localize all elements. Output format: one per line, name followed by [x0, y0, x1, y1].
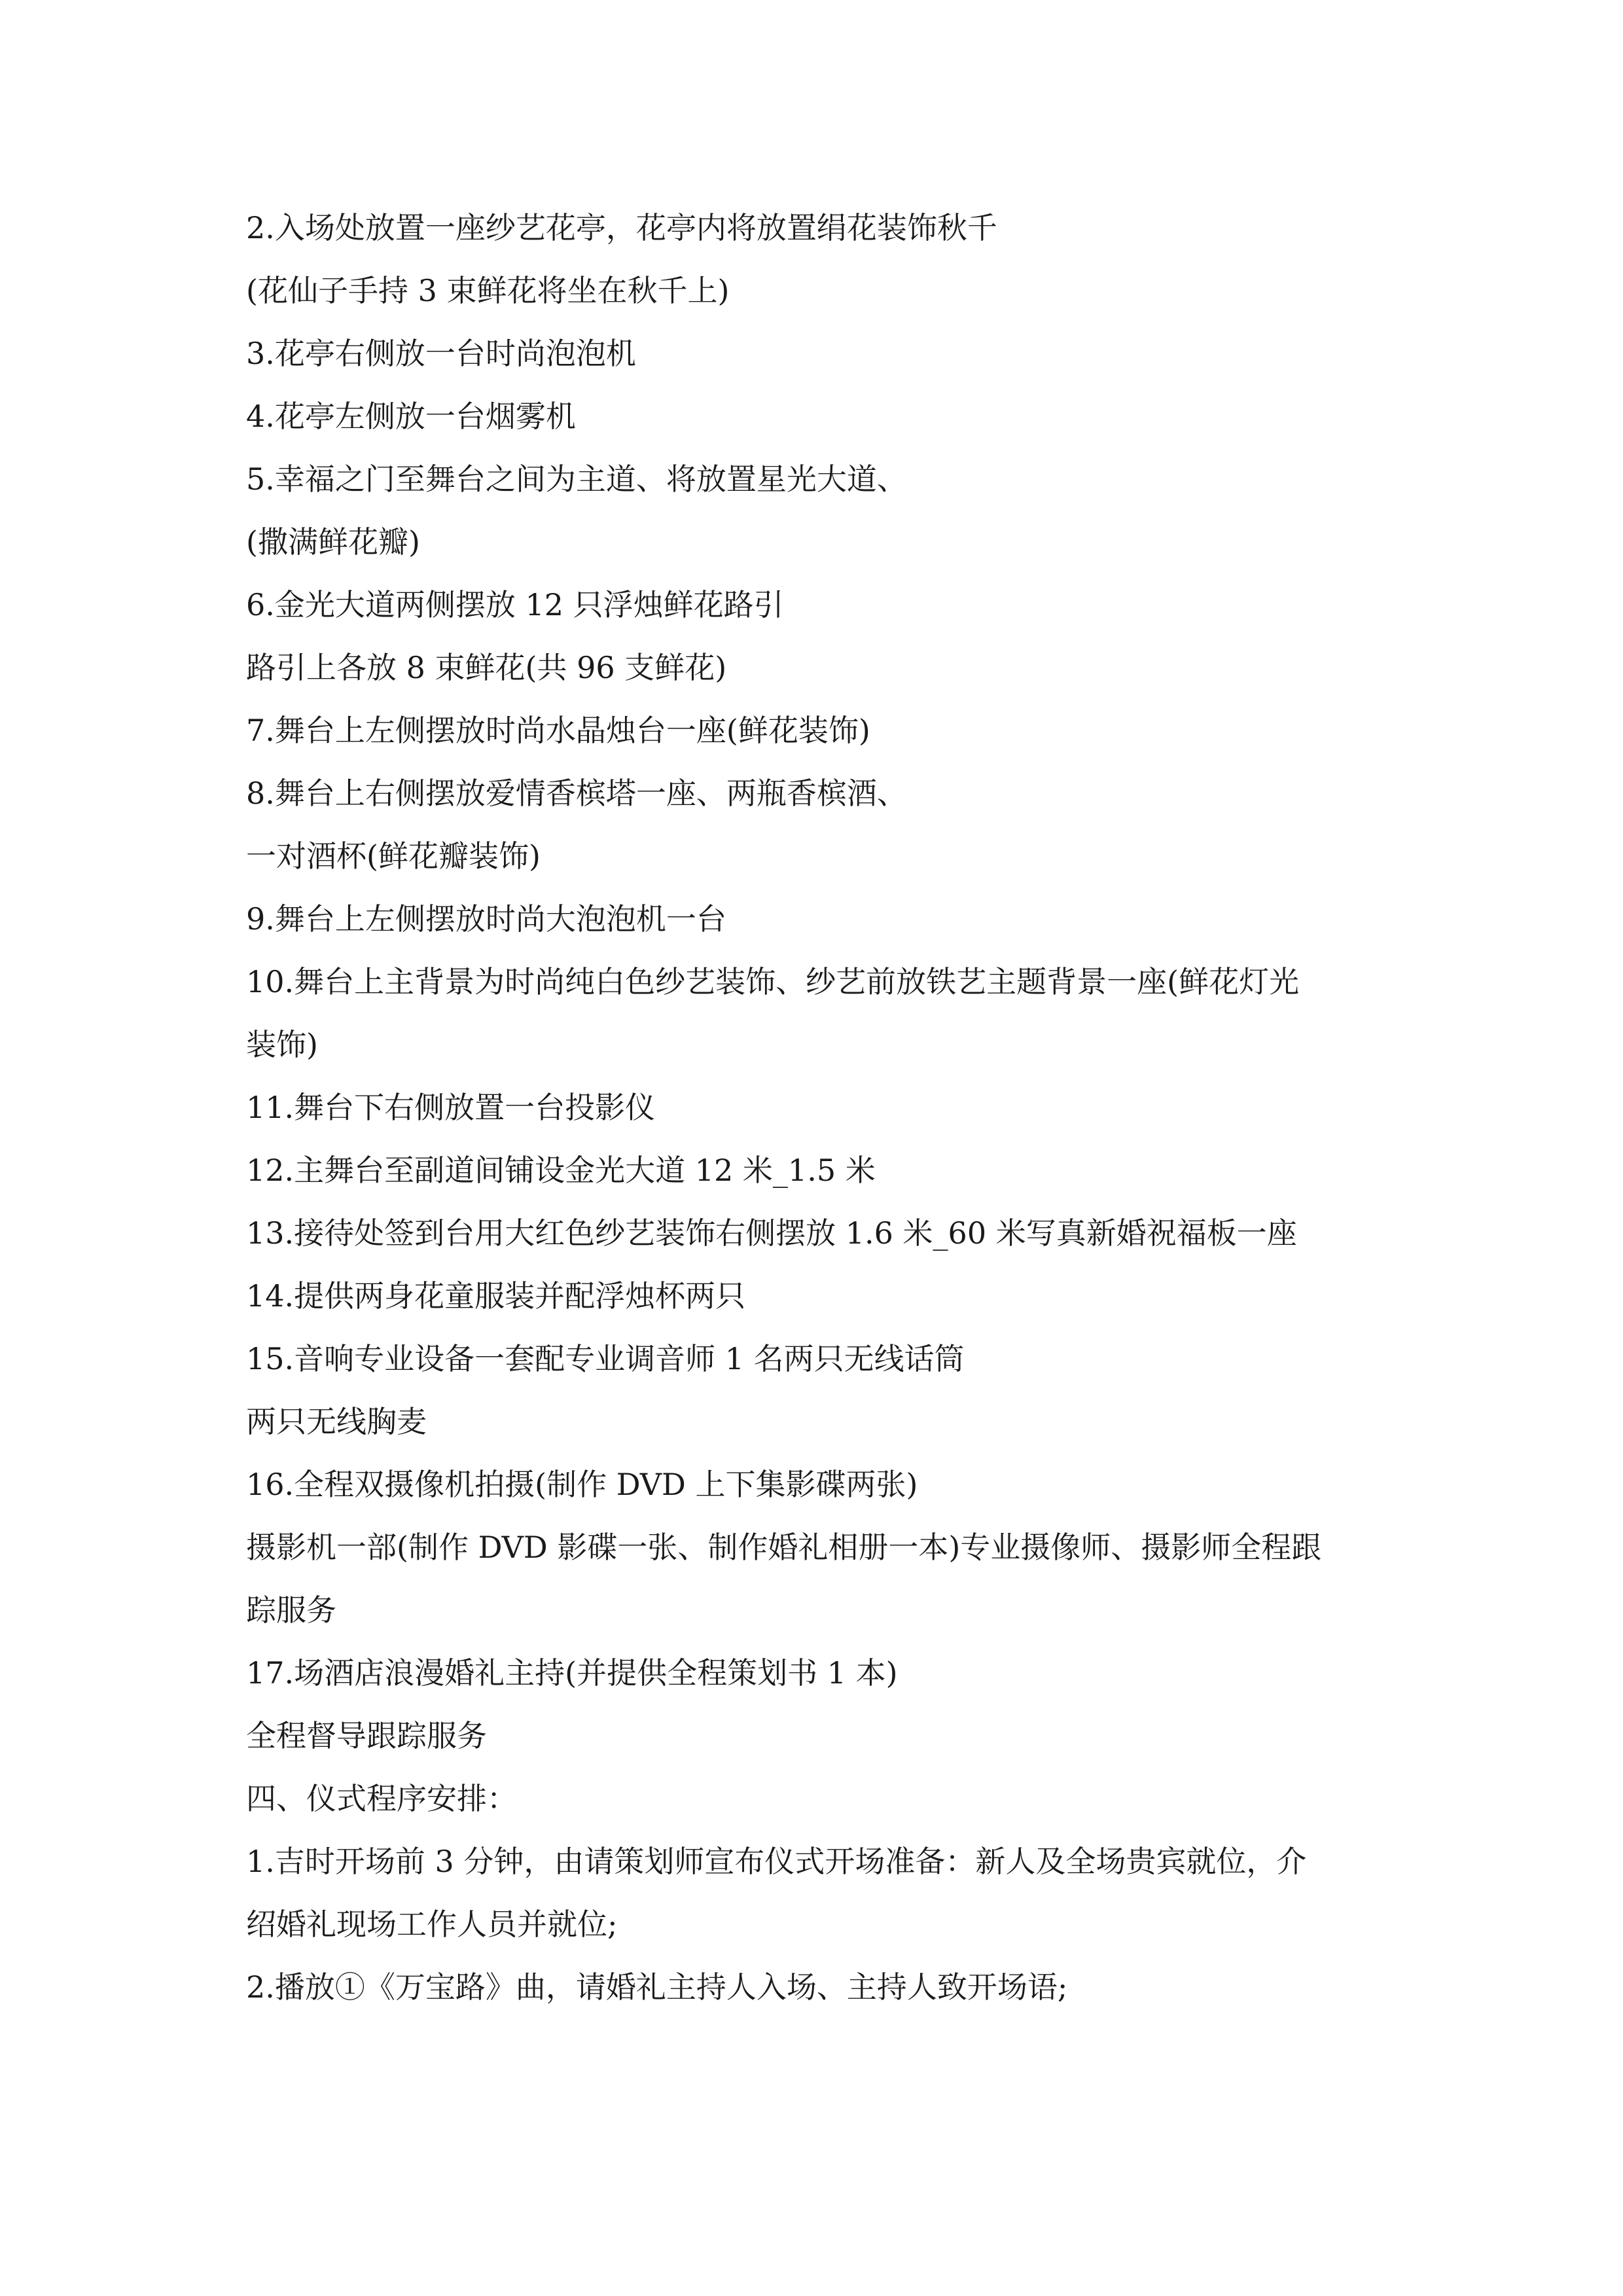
text-line: 绍婚礼现场工作人员并就位;	[246, 1907, 618, 1942]
text-line: 摄影机一部(制作 DVD 影碟一张、制作婚礼相册一本)专业摄像师、摄影师全程跟	[246, 1530, 1322, 1565]
document-body	[246, 196, 1398, 2018]
text-line: (花仙子手持 3 束鲜花将坐在秋千上)	[246, 273, 730, 308]
text-line: 10.舞台上主背景为时尚纯白色纱艺装饰、纱艺前放铁艺主题背景一座(鲜花灯光	[246, 964, 1300, 999]
text-line: 12.主舞台至副道间铺设金光大道 12 米_1.5 米	[246, 1153, 876, 1188]
text-line: 装饰)	[246, 1027, 318, 1062]
text-line: 11.舞台下右侧放置一台投影仪	[246, 1090, 656, 1125]
text-line: 2.入场处放置一座纱艺花亭，花亭内将放置绢花装饰秋千	[246, 210, 997, 245]
text-line: 一对酒杯(鲜花瓣装饰)	[246, 838, 541, 874]
text-line: 两只无线胸麦	[246, 1404, 427, 1439]
text-line: 8.舞台上右侧摆放爱情香槟塔一座、两瓶香槟酒、	[246, 776, 907, 811]
text-line: 踪服务	[246, 1592, 336, 1628]
text-line: 16.全程双摄像机拍摄(制作 DVD 上下集影碟两张)	[246, 1467, 918, 1502]
text-line: (撒满鲜花瓣)	[246, 524, 420, 560]
text-line: 2.播放①《万宝路》曲，请婚礼主持人入场、主持人致开场语;	[246, 1969, 1068, 2005]
text-line: 6.金光大道两侧摆放 12 只浮烛鲜花路引	[246, 587, 784, 622]
text-line: 13.接待处签到台用大红色纱艺装饰右侧摆放 1.6 米_60 米写真新婚祝福板一座	[246, 1215, 1297, 1251]
text-line: 9.舞台上左侧摆放时尚大泡泡机一台	[246, 901, 726, 937]
text-line: 14.提供两身花童服装并配浮烛杯两只	[246, 1278, 746, 1314]
text-line: 路引上各放 8 束鲜花(共 96 支鲜花)	[246, 650, 727, 685]
text-line: 3.花亭右侧放一台时尚泡泡机	[246, 336, 636, 371]
text-line: 4.花亭左侧放一台烟雾机	[246, 399, 576, 434]
section-heading: 四、仪式程序安排：	[246, 1781, 517, 1816]
text-line: 5.幸福之门至舞台之间为主道、将放置星光大道、	[246, 461, 907, 497]
text-line: 17.场酒店浪漫婚礼主持(并提供全程策划书 1 本)	[246, 1655, 898, 1691]
text-line: 15.音响专业设备一套配专业调音师 1 名两只无线话筒	[246, 1341, 965, 1376]
text-line: 7.舞台上左侧摆放时尚水晶烛台一座(鲜花装饰)	[246, 713, 870, 748]
text-line: 全程督导跟踪服务	[246, 1718, 487, 1753]
text-line: 1.吉时开场前 3 分钟，由请策划师宣布仪式开场准备：新人及全场贵宾就位，介	[246, 1844, 1307, 1879]
